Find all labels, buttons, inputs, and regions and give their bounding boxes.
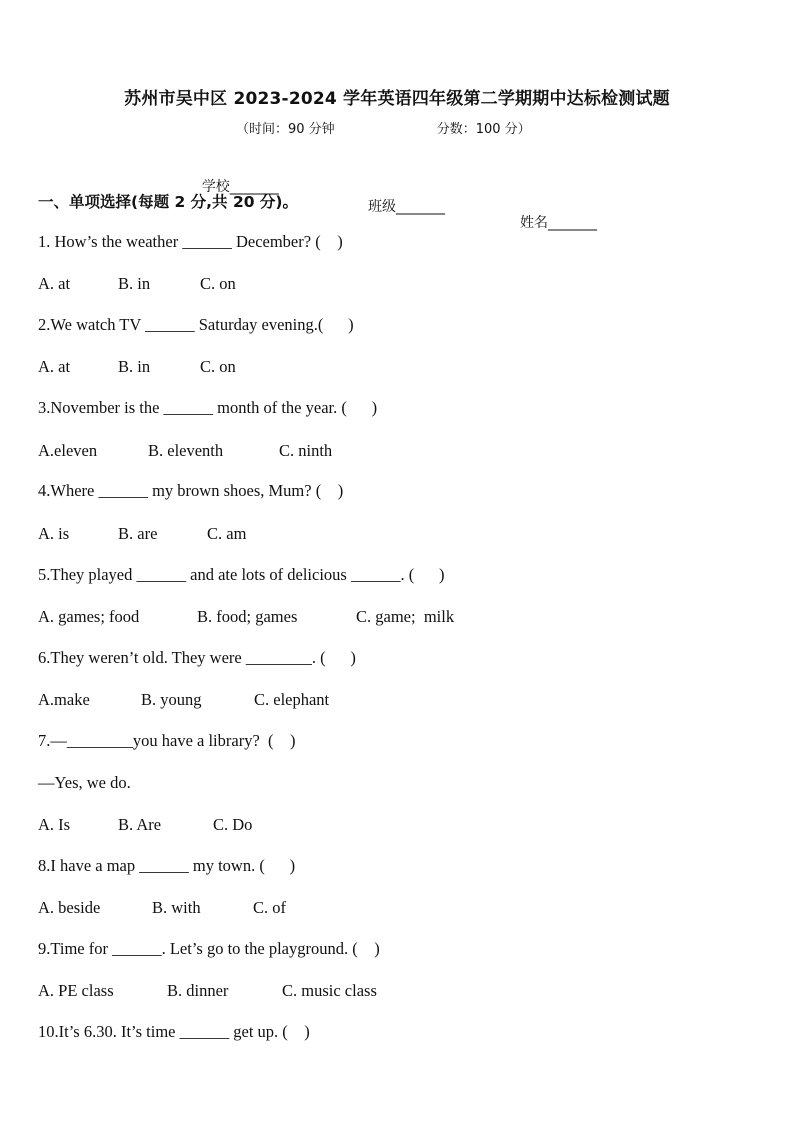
option-c[interactable]: C. game; milk bbox=[356, 607, 455, 626]
name-field[interactable]: 姓名_______ bbox=[520, 215, 597, 231]
option-c[interactable]: C. ninth bbox=[279, 441, 333, 460]
option-c[interactable]: C. on bbox=[200, 357, 236, 376]
question-9-stem: 9.Time for ______. Let’s go to the playground. ( ) bbox=[38, 939, 380, 958]
option-c[interactable]: C. music class bbox=[282, 981, 377, 1000]
exam-title: 苏州市吴中区 2023-2024 学年英语四年级第二学期期中达标检测试题 bbox=[124, 89, 670, 109]
question-5-stem: 5.They played ______ and ate lots of delicious ______. ( ) bbox=[38, 565, 445, 584]
option-b[interactable]: B. are bbox=[118, 524, 158, 543]
option-c[interactable]: C. on bbox=[200, 274, 236, 293]
class-field[interactable]: 班级_______ bbox=[368, 199, 445, 215]
option-a[interactable]: A.eleven bbox=[38, 441, 98, 460]
option-a[interactable]: A. at bbox=[38, 274, 71, 293]
section-title: 一、单项选择(每题 2 分,共 20 分)。 bbox=[38, 193, 298, 211]
option-c[interactable]: C. of bbox=[253, 898, 286, 917]
question-6-stem: 6.They weren’t old. They were ________. ( ) bbox=[38, 648, 356, 667]
option-b[interactable]: B. food; games bbox=[197, 607, 298, 626]
option-c[interactable]: C. elephant bbox=[254, 690, 330, 709]
option-a[interactable]: A. Is bbox=[38, 815, 71, 834]
option-a[interactable]: A.make bbox=[38, 690, 90, 709]
option-b[interactable]: B. Are bbox=[118, 815, 162, 834]
option-b[interactable]: B. eleventh bbox=[148, 441, 224, 460]
option-a[interactable]: A. beside bbox=[38, 898, 101, 917]
option-a[interactable]: A. at bbox=[38, 357, 71, 376]
question-3-stem: 3.November is the ______ month of the year. ( ) bbox=[38, 398, 378, 417]
question-8-stem: 8.I have a map ______ my town. ( ) bbox=[38, 856, 296, 875]
exam-meta bbox=[236, 118, 531, 137]
question-4-stem: 4.Where ______ my brown shoes, Mum? ( ) bbox=[38, 481, 344, 500]
exam-time: （时间：90 分钟 bbox=[236, 122, 335, 137]
school-field[interactable]: 学校_______ bbox=[201, 179, 279, 195]
option-a[interactable]: A. is bbox=[38, 524, 70, 543]
option-c[interactable]: C. Do bbox=[213, 815, 253, 834]
question-2-stem: 2.We watch TV ______ Saturday evening.( ) bbox=[38, 315, 354, 334]
option-b[interactable]: B. dinner bbox=[167, 981, 229, 1000]
option-c[interactable]: C. am bbox=[207, 524, 247, 543]
option-a[interactable]: A. games; food bbox=[38, 607, 140, 626]
option-b[interactable]: B. in bbox=[118, 357, 151, 376]
exam-score: 分数：100 分） bbox=[436, 122, 531, 137]
question-7-answer-line: —Yes, we do. bbox=[38, 773, 131, 792]
question-10-stem: 10.It’s 6.30. It’s time ______ get up. ( ) bbox=[38, 1022, 310, 1041]
option-a[interactable]: A. PE class bbox=[38, 981, 114, 1000]
question-1-stem: 1. How’s the weather ______ December? ( ) bbox=[38, 232, 343, 251]
option-b[interactable]: B. young bbox=[141, 690, 202, 709]
option-b[interactable]: B. with bbox=[152, 898, 201, 917]
option-b[interactable]: B. in bbox=[118, 274, 151, 293]
question-7-stem: 7.—________you have a library? ( ) bbox=[38, 731, 296, 750]
